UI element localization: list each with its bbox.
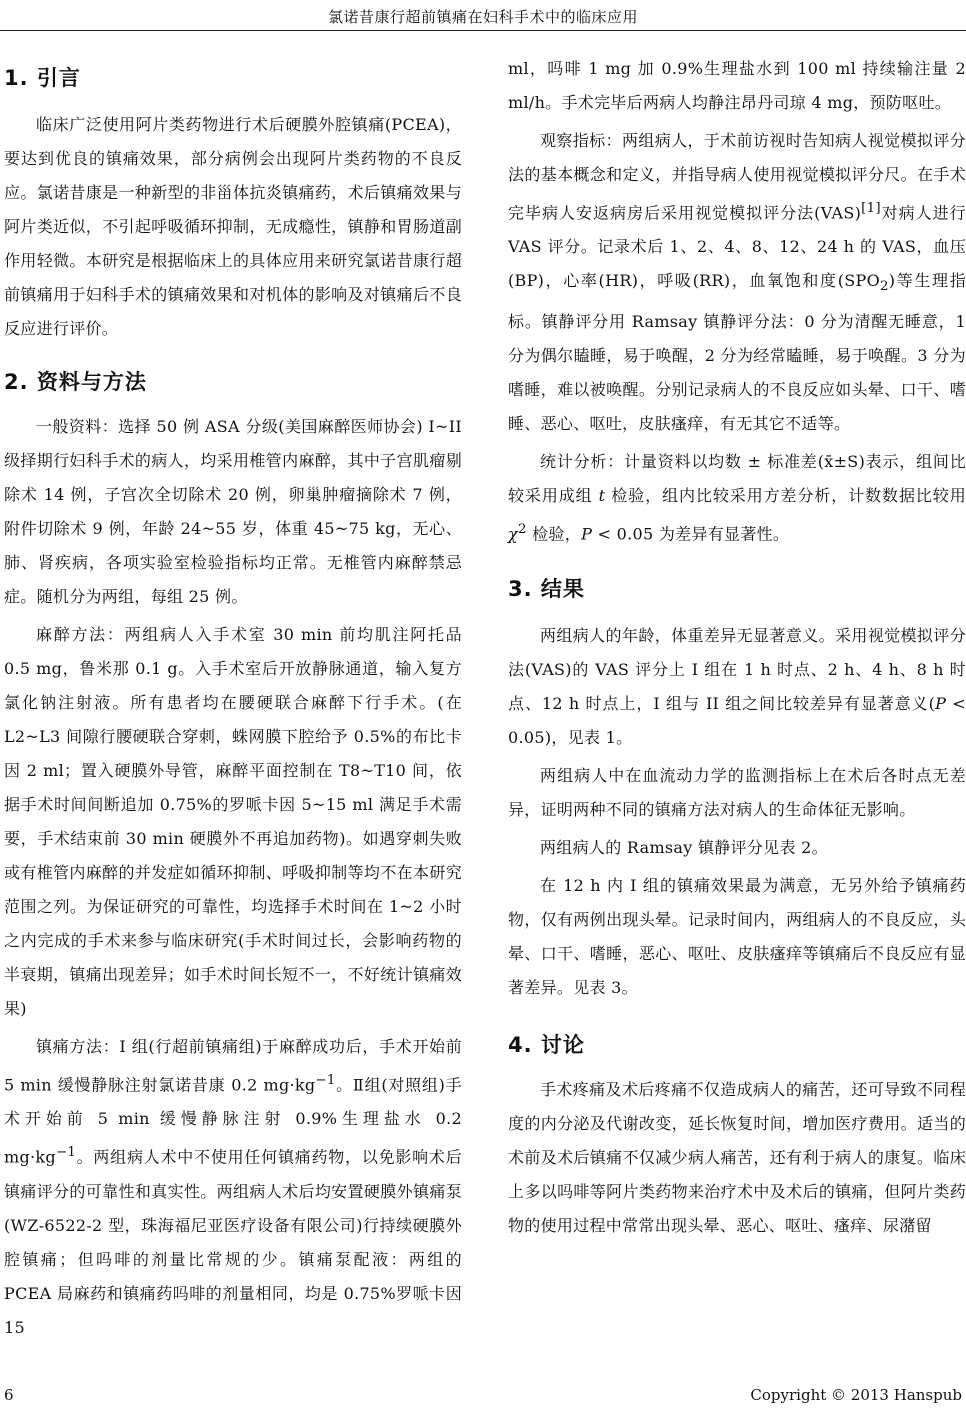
statistics-text-c: 检验，组内比较采用方差分析，计数数据比较用 [605,485,966,505]
statistics-text-a: 统计分析：计量资料以均数 ± 标准差 [540,451,818,471]
observation-text-a: 观察指标：两组病人，于术前访视时告知病人视觉模拟评分法的基本概念和定义，并指导病人使用视觉模拟评分尺。在手术完毕病人安返病房后采用视觉模拟评分法(VAS) [508,131,966,223]
discussion-paragraph: 手术疼痛及术后疼痛不仅造成病人的痛苦，还可导致不同程度的内分泌及代谢改变，延长恢复时间，增加医疗费用。适当的术前及术后镇痛不仅减少病人痛苦，还有利于病人的康复。临床上多以吗啡等阿片类药物来治疗术中及术后的镇痛，但阿片类药物的使用过程中常常出现头晕、恶心、呕吐、瘙痒、尿潴留 [508,1079,966,1235]
results-paragraph-2: 两组病人中在血流动力学的监测指标上在术后各时点无差异，证明两种不同的镇痛方法对病人的生命体征无影响。 [508,765,966,819]
p-symbol: P [581,523,593,543]
chi-superscript: 2 [518,521,527,537]
results-paragraph-4: 在 12 h 内 I 组的镇痛效果最为满意，无另外给予镇痛药物，仅有两例出现头晕。记录时间内，两组病人的不良反应，头晕、口干、嗜睡，恶心、呕吐、皮肤瘙痒等镇痛后不良反应有显著差异。见表 3。 [508,875,966,997]
analgesia-text-c: 。两组病人术中不使用任何镇痛药物，以免影响术后镇痛评分的可靠性和真实性。两组病人术后均安置硬膜外镇痛泵(WZ-6522-2 型，珠海福尼亚医疗设备有限公司)行持续硬膜外腔镇痛；但吗啡的剂量比常规的少。镇痛泵配液：两组的 PCEA 局麻药和镇痛药吗啡的剂量相同，均是 0.75%罗哌卡因 15 [4,1147,462,1337]
superscript-minus-one: −1 [315,1073,336,1088]
mean-sd-formula: (x̄±S) [817,451,866,471]
left-column [4,52,462,1349]
section-3-heading: 3. 结果 [508,576,585,601]
chi-symbol: χ [508,523,518,543]
copyright-notice: Copyright © 2013 Hanspub [750,1386,962,1404]
page-number: 6 [4,1386,14,1404]
analgesia-text-a: 镇痛方法：I 组(行超前镇痛组)于麻醉成功后，手术开始前 5 min 缓慢静脉注射氯诺昔康 0.2 mg·kg [4,1037,462,1095]
statistics-text-d: 检验， [526,523,582,543]
right-column [508,52,966,1247]
header-rule [0,30,966,31]
statistics-text-e: < 0.05 为差异有显著性。 [592,523,790,543]
results-paragraph-3: 两组病人的 Ramsay 镇静评分见表 2。 [540,837,828,857]
results-text-a: 两组病人的年龄，体重差异无显著意义。采用视觉模拟评分法(VAS)的 VAS 评分上 I 组在 1 h 时点、2 h、4 h、8 h 时点、12 h 时点上，I 组与 II 组之间比较差异有显著意义( [508,625,966,713]
t-symbol: t [598,485,606,505]
general-data-paragraph: 一般资料：选择 50 例 ASA 分级(美国麻醉医师协会) I~II 级择期行妇科手术的病人，均采用椎管内麻醉，其中子宫肌瘤剔除术 14 例，子宫次全切除术 20 例，卵巢肿瘤摘除术 7 例，附件切除术 9 例，年龄 24~55 岁，体重 45~75 kg，无心、肺、肾疾病，各项实验室检验指标均正常。无椎管内麻醉禁忌症。随机分为两组，每组 25 例。 [4,417,462,606]
section-1-heading: 1. 引言 [4,66,81,90]
subscript-two: 2 [880,279,889,295]
section-2-heading: 2. 资料与方法 [4,370,147,394]
running-header: 氯诺昔康行超前镇痛在妇科手术中的临床应用 [327,8,638,26]
anesthesia-method-paragraph: 麻醉方法：两组病人入手术室 30 min 前均肌注阿托品 0.5 mg，鲁米那 0.1 g。入手术室后开放静脉通道，输入复方氯化钠注射液。所有患者均在腰硬联合麻醉下行手术。(在 L2~L3 间隙行腰硬联合穿刺，蛛网膜下腔给予 0.5%的布比卡因 2 ml；置入硬膜外导管，麻醉平面控制在 T8~T10 间，依据手术时间间断追加 0.75%的罗哌卡因 5~15 ml 满足手术需要，手术结束前 30 min 硬膜外不再追加药物)。如遇穿刺失败或有椎管内麻醉的并发症如循环抑制、呼吸抑制等均不在本研究范围之列。为保证研究的可靠性，均选择手术时间在 1~2 小时之内完成的手术来参与临床研究(手术时间过长，会影响药物的半衰期，镇痛出现差异；如手术时间长短不一，不好统计镇痛效果) [4,625,462,1018]
observation-text-b: 对病人进行 VAS 评分。记录术后 1、2、4、8、12、24 h 的 VAS，血压(BP)，心率(HR)，呼吸(RR)，血氧饱和度(SPO [508,203,966,291]
analgesia-method-paragraph [4,1030,462,1345]
statistics-text-b: 表示，组间比较采用成组 [508,451,966,505]
observation-paragraph [508,124,966,441]
analgesia-text-b: 。Ⅱ组(对照组)手术开始前 5 min 缓慢静脉注射 0.9%生理盐水 0.2 mg·kg [4,1075,462,1167]
continuation-paragraph: ml，吗啡 1 mg 加 0.9%生理盐水到 100 ml 持续输注量 2 ml/h。手术完毕后两病人均静注昂丹司琼 4 mg，预防呕吐。 [508,59,966,112]
results-text-b: < 0.05)，见表 1。 [508,693,966,747]
citation-ref: [1] [861,201,881,216]
section-4-heading: 4. 讨论 [508,1032,585,1057]
intro-paragraph: 临床广泛使用阿片类药物进行术后硬膜外腔镇痛(PCEA)，要达到优良的镇痛效果，部分病例会出现阿片类药物的不良反应。氯诺昔康是一种新型的非甾体抗炎镇痛药，术后镇痛效果与阿片类近似，不引起呼吸循环抑制，无成瘾性，镇静和胃肠道副作用轻微。本研究是根据临床上的具体应用来研究氯诺昔康行超前镇痛用于妇科手术的镇痛效果和对机体的影响及对镇痛后不良反应进行评价。 [4,115,462,338]
statistics-paragraph [508,445,966,551]
superscript-minus-one: −1 [55,1145,77,1161]
results-paragraph-1 [508,619,966,755]
observation-text-c: )等生理指标。镇静评分用 Ramsay 镇静评分法：0 分为清醒无睡意，1 分为偶尔瞌睡，易于唤醒，2 分为经常瞌睡，易于唤醒。3 分为嗜睡，难以被唤醒。分别记录病人的不良反应如头晕、口干、嗜睡、恶心、呕吐，皮肤瘙痒，有无其它不适等。 [508,271,966,433]
p-symbol: P [935,693,947,713]
